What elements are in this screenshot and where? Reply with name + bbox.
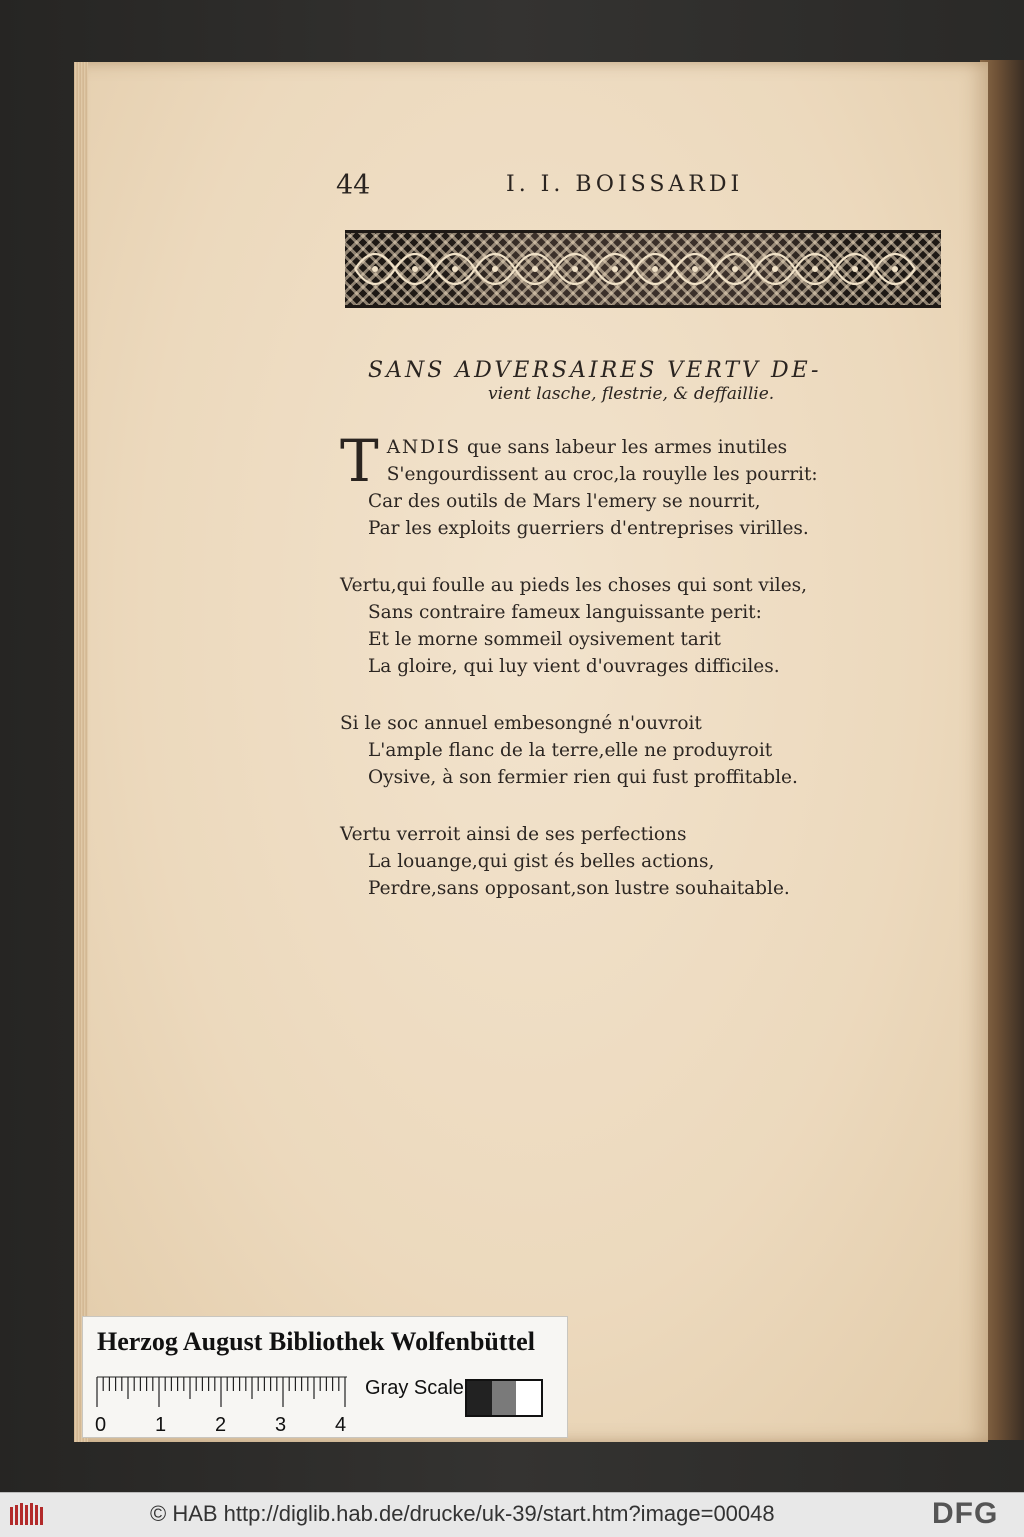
footer-bar xyxy=(0,1492,1024,1537)
poem-line: Oysive, à son fermier rien qui fust proffitable. xyxy=(368,767,798,788)
poem-line: S'engourdissent au croc,la rouylle les pourrit: xyxy=(386,464,818,485)
gray-swatch-dark xyxy=(467,1381,492,1415)
poem-heading: SANS ADVERSAIRES VERTV DE- xyxy=(368,358,822,383)
poem-line: Sans contraire fameux languissante perit: xyxy=(368,602,762,623)
page-number: 44 xyxy=(336,170,371,201)
running-head xyxy=(336,170,806,214)
poem-line: La louange,qui gist és belles actions, xyxy=(368,851,715,872)
ruler-number: 4 xyxy=(335,1414,347,1436)
poem-line: Perdre,sans opposant,son lustre souhaitable. xyxy=(368,878,790,899)
stanza-2 xyxy=(340,572,860,680)
poem-line: Par les exploits guerriers d'entreprises virilles. xyxy=(368,518,809,539)
footer-url-text[interactable]: © HAB http://diglib.hab.de/drucke/uk-39/start.htm?image=00048 xyxy=(150,1501,775,1526)
stanza-3 xyxy=(340,710,860,791)
gray-swatch-mid xyxy=(492,1381,517,1415)
dfg-logo: DFG xyxy=(932,1497,999,1530)
poem-line-text: que sans labeur les armes inutiles xyxy=(461,437,788,458)
ruler-number: 1 xyxy=(155,1414,167,1436)
drop-cap: T xyxy=(340,427,379,495)
stanza-4 xyxy=(340,821,860,902)
poem-line: Vertu verroit ainsi de ses perfections xyxy=(340,824,687,845)
poem-line: L'ample flanc de la terre,elle ne produyroit xyxy=(368,740,773,761)
stanza-1 xyxy=(340,427,860,542)
poem-line: Si le soc annuel embesongné n'ouvroit xyxy=(340,713,702,734)
library-label-card xyxy=(82,1316,568,1438)
poem-line: Car des outils de Mars l'emery se nourrit, xyxy=(368,491,761,512)
page-edge xyxy=(74,62,88,1442)
poem-line: La gloire, qui luy vient d'ouvrages difficiles. xyxy=(368,656,780,677)
small-caps-word: ANDIS xyxy=(386,437,462,458)
poem-body xyxy=(340,427,860,932)
poem-line xyxy=(340,434,860,461)
poem-subheading: vient lasche, flestrie, & deffaillie. xyxy=(488,384,775,404)
gray-scale-label: Gray Scale xyxy=(365,1377,464,1399)
gray-swatch-light xyxy=(516,1381,541,1415)
ruler-number: 3 xyxy=(275,1414,287,1436)
gray-scale-swatches xyxy=(465,1379,543,1417)
ornament-pattern-icon xyxy=(345,233,941,305)
hab-logo-icon xyxy=(10,1503,44,1527)
ornamental-band xyxy=(345,230,941,308)
running-head-title: I. I. BOISSARDI xyxy=(506,172,744,197)
poem-line: Et le morne sommeil oysivement tarit xyxy=(368,629,721,650)
ruler-icon xyxy=(97,1375,359,1437)
ruler-number: 2 xyxy=(215,1414,227,1436)
ruler-number: 0 xyxy=(95,1414,107,1436)
library-name: Herzog August Bibliothek Wolfenbüttel xyxy=(97,1327,535,1356)
poem-line: Vertu,qui foulle au pieds les choses qui sont viles, xyxy=(340,575,808,596)
